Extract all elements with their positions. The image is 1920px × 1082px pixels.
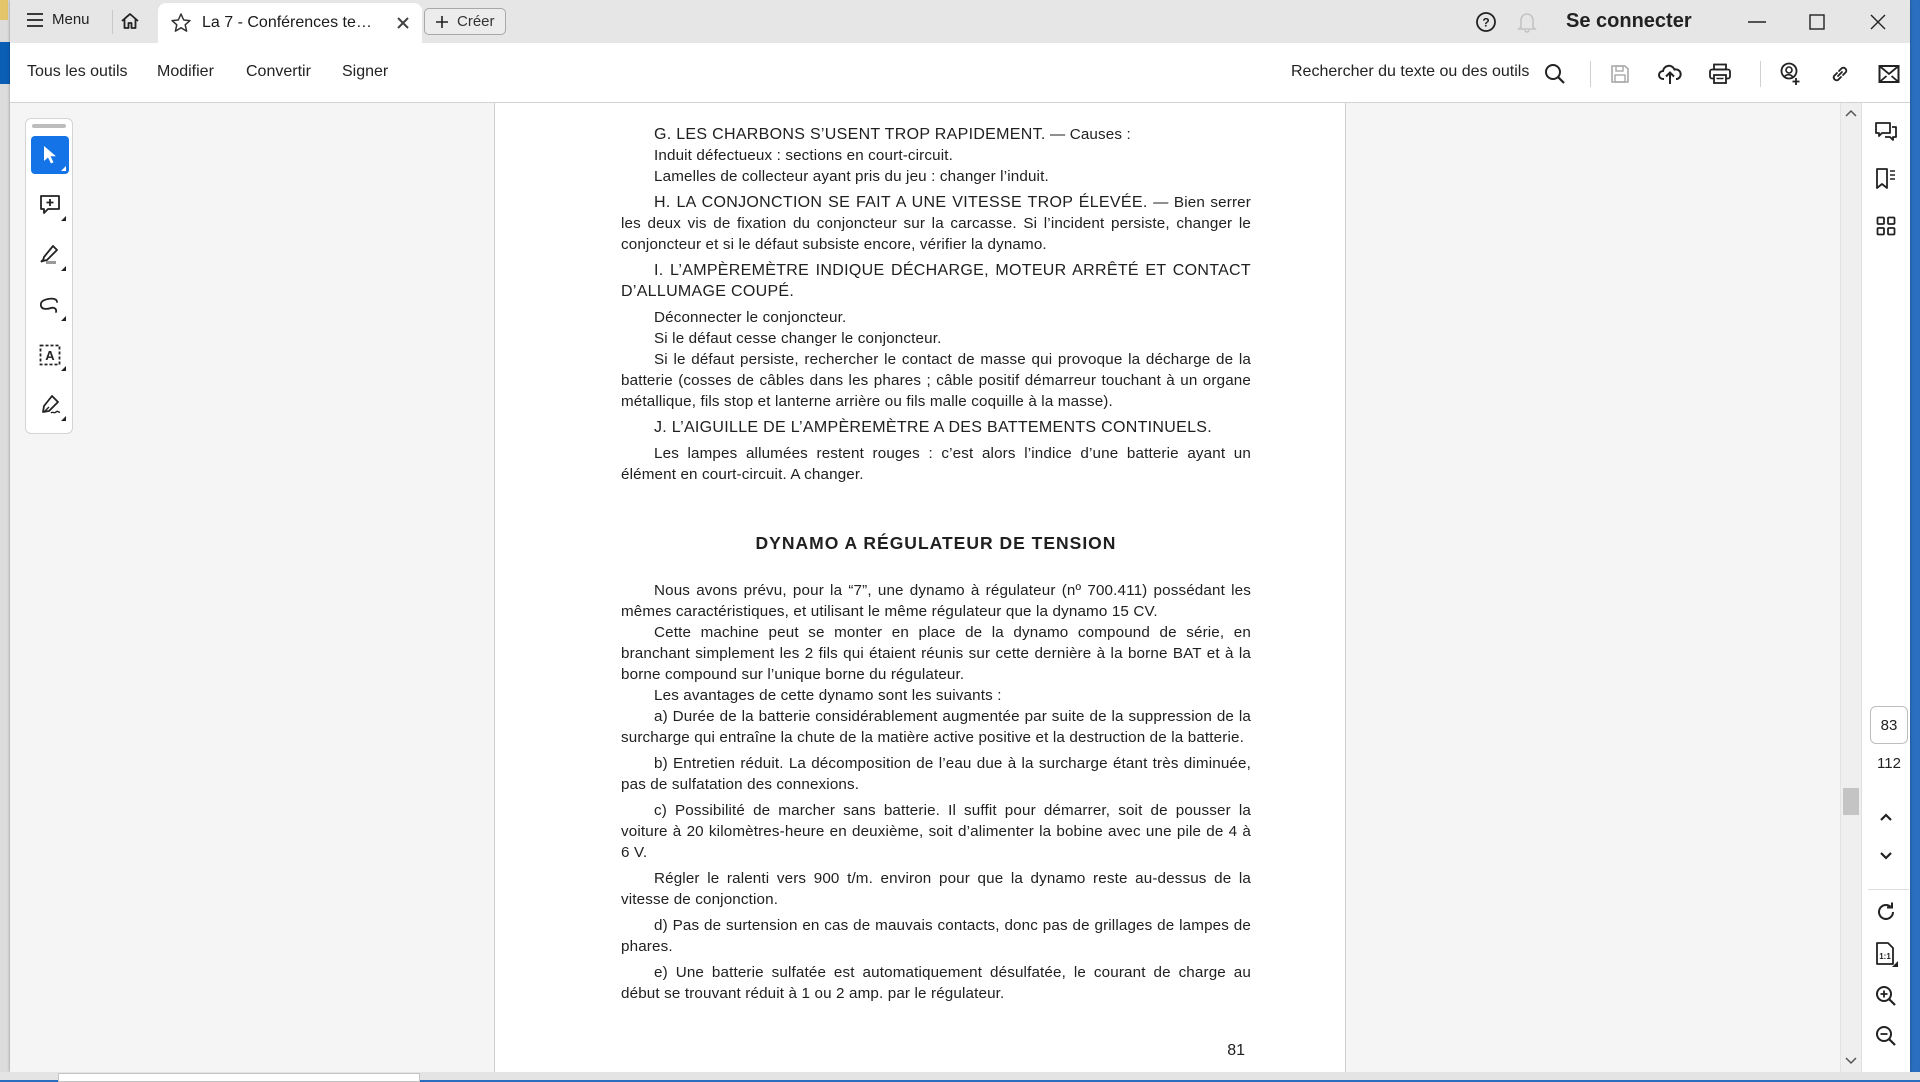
more-options-triangle <box>61 416 66 421</box>
document-tab[interactable] <box>158 3 422 43</box>
maximize-button[interactable] <box>1797 8 1837 36</box>
vertical-scrollbar[interactable] <box>1840 103 1861 1072</box>
drag-handle[interactable] <box>32 124 66 128</box>
list-item: e) Une batterie sulfatée est automatiquement désulfatée, le courant de charge au début se trouvant réduit à 1 ou 2 amp. par le régulateur. <box>621 964 1251 1002</box>
right-side-rail <box>1861 103 1910 1072</box>
total-pages: 112 <box>1877 755 1901 772</box>
more-options-triangle <box>61 316 66 321</box>
close-icon <box>1870 14 1886 30</box>
menu-edit[interactable]: Modifier <box>157 63 214 80</box>
tab-title: La 7 - Conférences te… <box>202 14 372 31</box>
select-tool[interactable] <box>31 136 69 174</box>
taskbar-sliver <box>0 1072 1920 1080</box>
paragraph: Les avantages de cette dynamo sont les suivants : <box>654 687 1002 704</box>
minimize-button[interactable] <box>1737 8 1777 36</box>
desktop-folder-sliver <box>0 0 8 20</box>
rail-divider <box>1868 889 1909 890</box>
toolbar-divider <box>1590 61 1591 87</box>
paragraph: Nous avons prévu, pour la “7”, une dynamo à régulateur (nº 700.411) possédant les mêmes caractéristiques, et utilisant le même régulateur que la dynamo 15 CV. <box>621 582 1251 620</box>
text-box-icon <box>39 344 61 366</box>
divider <box>112 10 113 34</box>
bookmarks-icon[interactable] <box>1873 166 1899 192</box>
highlighter-icon <box>38 244 62 266</box>
svg-text:A: A <box>45 348 55 363</box>
maximize-icon <box>1809 14 1825 30</box>
thumbnails-icon[interactable] <box>1873 213 1899 239</box>
section-heading: I. L’AMPÈREMÈTRE INDIQUE DÉCHARGE, MOTEUR ARRÊTÉ ET CONTACT D’ALLUMAGE COUPÉ. <box>621 262 1251 300</box>
help-button[interactable] <box>1466 8 1506 36</box>
minimize-icon <box>1748 20 1766 24</box>
more-options-triangle <box>61 366 66 371</box>
svg-text:?: ? <box>1482 15 1490 30</box>
page-text <box>621 124 1251 1004</box>
cursor-icon <box>41 145 59 165</box>
scroll-down-arrow[interactable] <box>1845 1055 1857 1067</box>
sign-in-button[interactable]: Se connecter <box>1566 10 1692 32</box>
email-icon[interactable] <box>1875 60 1903 88</box>
paragraph: Induit défectueux : sections en court-circuit. <box>654 147 953 164</box>
close-window-button[interactable] <box>1858 8 1898 36</box>
sign-tool[interactable] <box>31 386 69 424</box>
toolbar-divider <box>1760 61 1761 87</box>
search-icon[interactable] <box>1541 60 1569 88</box>
text-select-tool[interactable] <box>31 336 69 374</box>
list-item: b) Entretien réduit. La décomposition de l’eau due à la surcharge étant très diminuée, pas de sulfatation des connexions. <box>621 755 1251 793</box>
acrobat-window <box>10 0 1910 1072</box>
background-window-field <box>58 1073 420 1082</box>
home-button[interactable] <box>120 11 140 31</box>
paragraph: Si le défaut persiste, rechercher le contact de masse qui provoque la décharge de la batterie (cosses de câbles dans les phares ; câble positif démarreur touchant à un organe métallique, fils stop et lanterne arrière ou fils malle coquille à la masse). <box>621 351 1251 410</box>
desktop-edge <box>0 0 10 1080</box>
desktop-window-sliver <box>0 42 10 84</box>
highlight-tool[interactable] <box>31 236 69 274</box>
scrollbar-thumb[interactable] <box>1843 788 1859 815</box>
menu-convert[interactable]: Convertir <box>246 63 311 80</box>
add-comment-icon <box>39 194 61 216</box>
section-heading: G. LES CHARBONS S’USENT TROP RAPIDEMENT. <box>654 126 1046 143</box>
bell-icon <box>1517 11 1537 33</box>
list-item: a) Durée de la batterie considérablement augmentée par suite de la suppression de la surcharge qui entraîne la chute de la matière active positive et la destruction de la batterie. <box>621 708 1251 746</box>
menu-button[interactable] <box>26 11 90 28</box>
signature-pen-icon <box>38 394 62 416</box>
paragraph: Régler le ralenti vers 900 t/m. environ pour que la dynamo reste au-dessus de la vitesse de conjonction. <box>621 870 1251 908</box>
scroll-up-arrow[interactable] <box>1845 107 1857 119</box>
comments-icon[interactable] <box>1873 119 1899 145</box>
current-page-input[interactable]: 83 <box>1870 706 1908 744</box>
create-button[interactable] <box>424 8 506 35</box>
zoom-in-icon[interactable] <box>1873 983 1899 1009</box>
section-heading: J. L’AIGUILLE DE L’AMPÈREMÈTRE A DES BATTEMENTS CONTINUELS. <box>654 419 1212 436</box>
pdf-page <box>494 103 1346 1072</box>
draw-tool[interactable] <box>31 286 69 324</box>
document-canvas <box>10 103 1910 1072</box>
close-tab-icon[interactable] <box>396 16 410 30</box>
create-label: Créer <box>457 13 495 30</box>
more-options-triangle <box>61 166 66 171</box>
cloud-upload-icon[interactable] <box>1656 60 1684 88</box>
save-icon[interactable] <box>1606 60 1634 88</box>
plus-icon <box>435 15 449 29</box>
menu-label: Menu <box>52 11 90 28</box>
rotate-icon[interactable] <box>1873 899 1899 925</box>
link-icon[interactable] <box>1826 60 1854 88</box>
quick-tools-panel <box>25 118 73 434</box>
actual-size-icon[interactable] <box>1873 941 1899 967</box>
print-icon[interactable] <box>1706 60 1734 88</box>
list-item: d) Pas de surtension en cas de mauvais contacts, donc pas de grillages de lampes de phares. <box>621 917 1251 955</box>
paragraph: Les lampes allumées restent rouges : c’est alors l’indice d’une batterie ayant un élément en court-circuit. A changer. <box>621 445 1251 483</box>
section-title: DYNAMO A RÉGULATEUR DE TENSION <box>755 533 1117 553</box>
list-item: c) Possibilité de marcher sans batterie. Il suffit pour démarrer, soit de pousser la voiture à 20 kilomètres-heure en deuxième, soit d’alimenter la bobine avec une pile de 4 à 6 V. <box>621 802 1251 861</box>
page-down-icon[interactable] <box>1873 843 1899 869</box>
svg-text:1:1: 1:1 <box>1879 952 1891 961</box>
menu-sign[interactable]: Signer <box>342 63 389 80</box>
paragraph: Déconnecter le conjoncteur. <box>654 309 847 326</box>
zoom-out-icon[interactable] <box>1873 1023 1899 1049</box>
heading-suffix: — Causes : <box>1045 126 1131 143</box>
title-bar <box>10 0 1910 43</box>
printed-page-number: 81 <box>1227 1042 1245 1059</box>
help-icon <box>1475 11 1497 33</box>
section-heading: H. LA CONJONCTION SE FAIT A UNE VITESSE TROP ÉLEVÉE. <box>654 194 1148 211</box>
hamburger-icon <box>26 12 44 28</box>
paragraph: Si le défaut cesse changer le conjoncteur. <box>654 330 942 347</box>
page-up-icon[interactable] <box>1873 804 1899 830</box>
paragraph: — Bien serrer les deux vis de fixation du conjoncteur sur la carcasse. Si l’incident persiste, changer le conjoncteur et si le défaut subsiste encore, vérifier la dynamo. <box>621 194 1251 253</box>
main-toolbar <box>10 43 1910 103</box>
notifications-button[interactable] <box>1507 8 1547 36</box>
paragraph: Cette machine peut se monter en place de la dynamo compound de série, en branchant simplement les 2 fils qui étaient réunis sur cette dernière à la borne BAT et à la borne compound sur l’unique borne du régulateur. <box>621 624 1251 683</box>
add-user-icon[interactable] <box>1776 60 1804 88</box>
menu-all-tools[interactable]: Tous les outils <box>27 63 128 80</box>
more-options-triangle <box>61 266 66 271</box>
star-icon[interactable] <box>170 12 192 34</box>
freehand-draw-icon <box>38 296 62 314</box>
more-options-triangle <box>61 216 66 221</box>
home-icon <box>120 11 140 31</box>
search-tools-input[interactable]: Rechercher du texte ou des outils <box>1291 63 1530 80</box>
paragraph: Lamelles de collecteur ayant pris du jeu : changer l’induit. <box>654 168 1049 185</box>
comment-tool[interactable] <box>31 186 69 224</box>
